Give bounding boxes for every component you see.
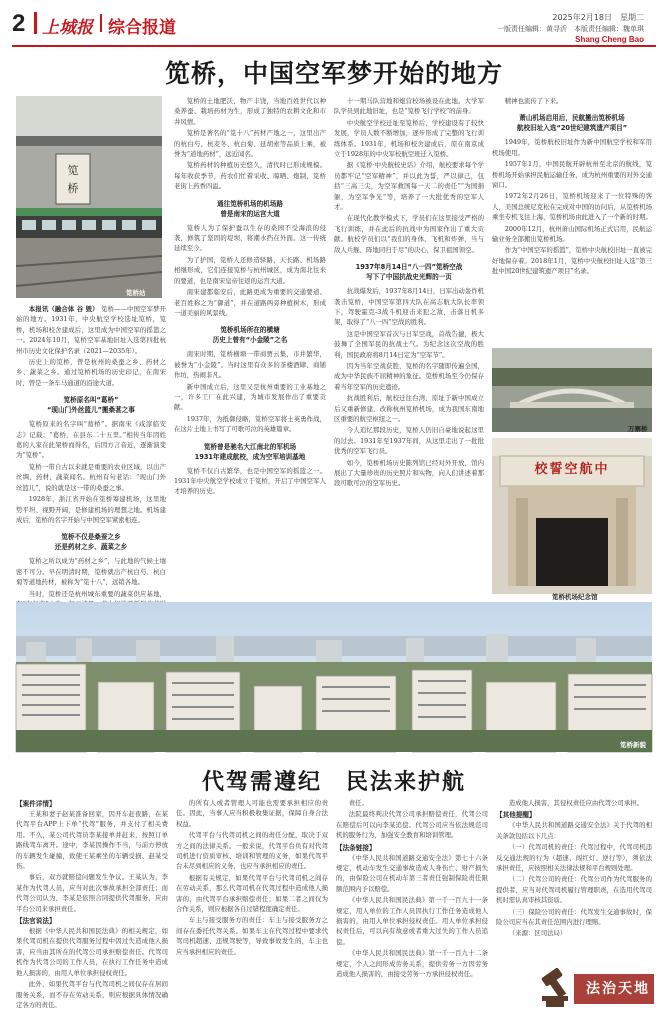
page-number: 2: [12, 10, 26, 37]
photo-station: [16, 96, 162, 298]
article1-column-2: [174, 96, 326, 600]
paragraph: 的所有人或者管理人可能也需要承担相应的责任。因此，当事人应当积极收集证据，保障自身合法权益。: [176, 799, 328, 828]
section-tag: 【其他提醒】: [496, 811, 536, 820]
paragraph: 2000年12月，杭州萧山国际机场正式启用，民航运输业务全部搬出笕桥机场。: [492, 224, 652, 244]
paragraph: 笕桥之所以成为“药材之乡”，与此地的气候土壤密不可分。早在明清时期，笕桥就出产杭白芍、杭白菊等道地药材，被称为“笕十八”，远销各地。: [16, 557, 166, 587]
paragraph: 此外，如果代驾平台与代驾司机之间仅存在居间服务关系，而不存在劳动关系，则应根据具体情况确定各方的责任。: [16, 980, 168, 1009]
paragraph: 十一期马队营地和炮营校场被设在此地。大学军队学员到此地旧址，也是“笕桥飞行学校”的前身。: [334, 97, 484, 116]
paragraph: 为了护国，笕桥人还修造驿路，天长路、机场路相继形成，它们连接笕桥与杭州城区，成为南北往来的要道，也是南宋皇帝往返的运宫大道。: [174, 255, 326, 285]
paragraph: 1937年，为抵御侵略，笕桥空军将士英勇作战，在这片土地上书写了可歌可泣的英雄篇章。: [174, 414, 326, 434]
subheading: 萧山机场启用后，民航搬出笕桥机场 航校旧址入选“20世纪建筑遗产项目”: [516, 114, 628, 133]
paragraph: 南宋建都临安后，此路更成为重要的交通要道。老百姓称之为“御道”，并在道路两旁种植树木，形成一道美丽的风景线。: [174, 288, 326, 317]
section-tag: 【法条链接】: [336, 843, 376, 852]
paragraph: 法院最终判决代驾公司承担赔偿责任，代驾公司在赔偿后可以向李某追偿。代驾公司应当依法规范司机的服务行为，加强安全教育和培训管理。: [336, 810, 488, 840]
article2-column-3: [336, 798, 488, 1016]
paragraph: 1957年1月，中国民航开辟杭州至北京的航线，笕桥机场开始承担民航运输任务，成为杭州重要的对外交通窗口。: [492, 160, 652, 190]
paragraph: 《中华人民共和国民法典》第一千一百九十二条规定，个人之间形成劳务关系，提供劳务一方因劳务造成他人损害的，由接受劳务一方承担侵权责任。: [336, 949, 488, 979]
paragraph: 如今，笕桥机场历史陈列馆已经对外开放，馆内展出了大量珍贵的历史照片和实物，向人们讲述着那段可歌可泣的空军历史。: [334, 458, 484, 488]
masthead-bar: [34, 12, 37, 34]
issue-date: 2025年2月18日 星期二: [552, 13, 644, 22]
paragraph: 车主与接受服务方的责任：车主与接受服务方之间存在委托代驾关系。如果车主在代驾过程中要求代驾司机超速、违规驾驶等，导致事故发生的，车主也应当承担相应的责任。: [176, 916, 328, 956]
svg-text:笕: 笕: [67, 164, 79, 177]
paragraph: 历史上的笕桥，曾是杭州的桑蚕之乡、药材之乡、蔬菜之乡。通过笕桥机场的历史印记，在南宋时，曾是一条车马通道的沿途大道。: [16, 358, 166, 387]
section-tag: 【案件详情】: [16, 800, 56, 808]
section-tag: 【法官说法】: [16, 917, 56, 926]
masthead-separator: [100, 14, 102, 32]
article2-column-1: [16, 798, 168, 1016]
article1-column-3: [334, 96, 484, 600]
paragraph: 南宋时期，笕桥横塘一带商贾云集，市井繁华，被誉为“小金陵”。当时这里有众多的茶楼酒肆、商铺作坊，热闹非凡。: [174, 350, 326, 380]
station-photo-illustration: [16, 96, 162, 298]
paragraph: 事后，双方就赔偿问题发生争议。王某认为，李某作为代驾人员，应当对此次事故承担全部责任；而代驾公司认为，李某是依照合同提供代驾服务，应由平台公司来承担责任。: [16, 873, 168, 913]
article1-column-4: [492, 96, 652, 342]
photo-memorial-caption: 笕桥机场纪念馆: [552, 593, 598, 601]
paragraph: 1972年2月26日，笕桥机场迎来了一位特殊的客人，美国总统尼克松在完成对中国的访问后，从笕桥机场乘坐专机飞往上海，笕桥机场由此进入了一个新的时期。: [492, 192, 652, 222]
paragraph: 这是中国空军首次与日军空战，首战告捷，极大鼓舞了全国军民的抗战士气。为纪念这次空战的胜利，国民政府将8月14日定为“空军节”。: [334, 329, 484, 359]
subheading: 笕桥不仅是桑蚕之乡 还是药材之乡、蔬菜之乡: [54, 533, 128, 552]
masthead-rule: [12, 45, 656, 47]
photo-bridge: [492, 348, 652, 432]
article2-column-4: [496, 798, 652, 964]
article1-headline: 笕桥，中国空军梦开始的地方: [164, 59, 503, 88]
article2-column-2: [176, 798, 328, 1016]
article2-headline: 代驾需遵纪 民法来护航: [201, 770, 466, 795]
paragraph: 笕桥是著名的“笕十八”药材产地之一，这里出产的杭白芍、杭麦冬、杭白菊、延胡索等品质上乘，被誉为“道地药材”，远近闻名。: [174, 129, 326, 159]
paragraph: 抗战爆发后，1937年8月14日，日军出动轰炸机袭击笕桥，中国空军第四大队在高志航大队长率领下，驾驶霍克-3战斗机迎击来犯之敌，击落日机多架，取得了“八一四”空战的胜利。: [334, 287, 484, 327]
paragraph: 根据《中华人民共和国民法典》的相关规定，如果代驾司机在提供代驾服务过程中因过失造成他人损害，应当由其所在的代驾公司承担赔偿责任。代驾司机作为代驾公司的工作人员，在执行工作任务中造成他人损害的，由用人单位承担侵权责任。: [16, 927, 168, 977]
section-name: 综合报道: [108, 18, 176, 38]
paper-english-name: Shang Cheng Bao: [575, 35, 644, 44]
svg-text:桥: 桥: [67, 182, 79, 195]
photo-station-caption: 笕桥站: [126, 289, 146, 297]
paragraph: 在现代化教学模式下，学员们在这里接受严格的飞行训练，并在此后的抗战中为国家作出了重大贡献。航校学员们以“我们的身体、飞机和炸弹，当与敌人兵舰、阵地同归于尽”的决心，保卫祖国领空。: [334, 214, 484, 254]
paragraph: 代驾平台与代驾司机之间的责任分配，取决于双方之间的法律关系。一般来说，代驾平台负有对代驾司机进行资质审核、培训和管理的义务，如果代驾平台未尽到相应的义务，也应当承担相应的责任。: [176, 831, 328, 871]
paragraph: 今人追忆那段历史，笕桥人仍旧自豪地说起这里的过去。1931年至1937年间，从这里走出了一批批优秀的空军飞行员。: [334, 426, 484, 456]
paragraph: 因为当年空战获胜，笕桥的名字随即传遍全国，成为中华民族不屈精神的象征。笕桥机场至今仍保存着当年空军的历史遗迹。: [334, 361, 484, 391]
memorial-inscription: 校誓空航中: [534, 462, 610, 477]
subheading: 笕桥曾是驰名大江南北的军机场 1931年建成航校，成为空军培训基地: [194, 442, 306, 461]
paragraph: 新中国成立后，这里又是杭州重要的工业基地之一，许多工厂在此兴建，为城市发展作出了重要贡献。: [174, 382, 326, 412]
legal-column-title: 法治天地: [586, 981, 650, 997]
paragraph: 根据有关规定，如果代驾平台与代驾司机之间存在劳动关系，那么代驾司机在代驾过程中造成他人损害的，由代驾平台承担赔偿责任；如果二者之间仅为合作关系，则应根据各自过错程度确定责任。: [176, 873, 328, 914]
subheading: 笕桥机场所在的横塘 历史上曾有“小金陵”之名: [212, 326, 288, 345]
paragraph: 本报讯（融合体 谷 毁） 笕桥——中国空军梦开始的地方。1931年，中央航空学校选址笕桥，笕桥，机场和校舍建成后，这里成为中国空军的摇篮之一。2024年10月，笕桥空军基地旧址入选第四批杭州市历史文化保护名录（2021—2035年）。: [16, 305, 166, 355]
subheading: 通往笕桥机场的机场路 曾是南宋的运宫大道: [217, 199, 283, 218]
editors-line: 一版责任编辑：黄寻沂 本版责任编辑：魏单琪: [497, 25, 644, 33]
paragraph: 造成他人损害，其侵权责任应由代驾公司承担。: [508, 799, 643, 807]
paragraph: 《中华人民共和国民法典》第一千一百九十一条规定，用人单位的工作人员因执行工作任务造成他人损害的，由用人单位承担侵权责任。用人单位承担侵权责任后，可以向有故意或者重大过失的工作人员追偿。: [336, 896, 488, 946]
paragraph: 中央航空学校迁址至笕桥后，学校建设有了较快发展，学员人数不断增加，逐步形成了完整的飞行训练体系。1931年，机场和校舍建成后，原在南京成立于1928年的中央军校航空班迁入笕桥。: [334, 118, 484, 159]
paragraph: 抗战胜利后，航校迁往台湾，原址于新中国成立后又重新修建，改称杭州笕桥机场，成为我国东南地区重要的航空枢纽之一。: [334, 394, 484, 423]
paragraph: 据《笕桥·中央航校史话》介绍，航校要求每个学员都牢记“空军精神”，并以此为誓，严以律己，包括“三高三尖，为空军救国每一天二的责任”“为国捐躯，为空军争光”等，培养了一大批优秀的空军人才。: [334, 161, 484, 212]
paragraph: 当时，笕桥还是杭州城东重要的蔬菜供应基地，: [28, 589, 166, 598]
paragraph: 作为“中国空军的摇篮”，笕桥中央航校旧址一直被完好地保存着。2018年1月，笕桥中央航校旧址入选“第三批中国20世纪建筑遗产项目”名录。: [492, 246, 652, 276]
paragraph: 1928年，浙江省开始在笕桥筹建机场，这里地势平坦、视野开阔，是修建机场的理想之地。机场建成后，笕桥的名字开始与中国空军紧密相连。: [16, 495, 166, 524]
city-panorama-illustration: [16, 602, 652, 752]
photo-city-panorama: [16, 602, 652, 752]
paragraph: 精神也流传了下来。: [504, 97, 563, 105]
bridge-photo-illustration: [492, 348, 652, 432]
paragraph: 1949年，笕桥航校旧址作为新中国航空学校和军用机场使用。: [492, 138, 652, 157]
paragraph: 笕桥药材的种植历史悠久，清代时已形成规模。每年收获季节，药农们忙着采收、晾晒、炮制，笕桥老街上药香四溢。: [174, 161, 326, 191]
paragraph: 责任。: [348, 799, 368, 807]
paragraph: 王某和妻子赵某准备回家，因开车赶夜路，在某代驾平台APP上下单“代驾”服务，并支付了相关费用。不久，某公司代驾员李某接单并赶来，按照订单路线驾车离开。途中，李某因操作不当，与前方停放的车辆发生碰撞，致使王某乘坐的车辆受损、赵某受伤。: [16, 810, 168, 871]
dateline: 本报讯（融合体 谷 毁）: [28, 305, 102, 313]
subheading: 1937年8月14日“八一四”笕桥空战 写下了中国抗战史光辉的一页: [355, 263, 463, 282]
photo-panorama-caption: 笕桥新貌: [620, 741, 646, 749]
paragraph: 《中华人民共和国道路交通安全法》关于代驾的相关条款包括以下几点：: [496, 821, 652, 840]
photo-bridge-caption: 万寨桥: [628, 425, 648, 433]
paragraph: 笕桥原来的名字叫“葛桥”。据南宋《咸淳临安志》记载：“葛桥，在县东二十五里。”相传当年因姓葛的人家在此架桥而得名，后因方言音近，逐渐演变为“笕桥”。: [16, 420, 166, 460]
paragraph: （来源：区司法局）: [508, 929, 567, 938]
paragraph: 笕桥一带自古以来就是重要的农业区域，以出产丝绸、药材、蔬菜闻名。杭州有句老话：“现山门外丝篮儿”，说的就是这一带的桑蚕之事。: [16, 462, 166, 492]
paper-name: 上城报: [42, 18, 93, 38]
paragraph: （三）保险公司的责任：代驾发生交通事故时，保险公司应当在其责任范围内进行理赔。: [496, 907, 652, 927]
paragraph: （二）代驾公司的责任：代驾公司作为代驾服务的提供者，应当对代驾司机履行管理职责，在选用代驾司机时需认真审核其资质。: [496, 875, 652, 905]
paragraph: 笕桥人为了保护蚕以生存的桑园不受海浪的侵袭，修筑了坚固的堤坝，将潮水挡在外面。这一传统延续至今。: [174, 223, 326, 253]
paragraph: （一）代驾司机的责任：代驾过程中，代驾司机违反交通法规的行为（超速、闯红灯、逆行等），须依法承担责任，应按照相关法律法规和平台规则处理。: [496, 843, 652, 873]
paragraph: 《中华人民共和国道路交通安全法》第七十六条规定，机动车发生交通事故造成人身伤亡、财产损失的，由保险公司在机动车第三者责任强制保险责任限额范围内予以赔偿。: [336, 853, 488, 893]
paragraph: 笕桥不仅自古繁华，也是中国空军的摇篮之一。1931年中央航空学校成立于笕桥，开启了中国空军人才培养的历史。: [174, 466, 326, 496]
article1-column-1: [16, 304, 166, 600]
subheading: 笕桥原名叫“葛桥” “现山门外丝篮儿”搬桑葚之事: [47, 396, 135, 415]
masthead: [0, 0, 668, 46]
paragraph: 笕桥的土地肥沃，物产丰饶，当地百姓世代以种桑养蚕、栽培药材为生，形成了独特的农耕文化和市井风情。: [174, 97, 326, 126]
